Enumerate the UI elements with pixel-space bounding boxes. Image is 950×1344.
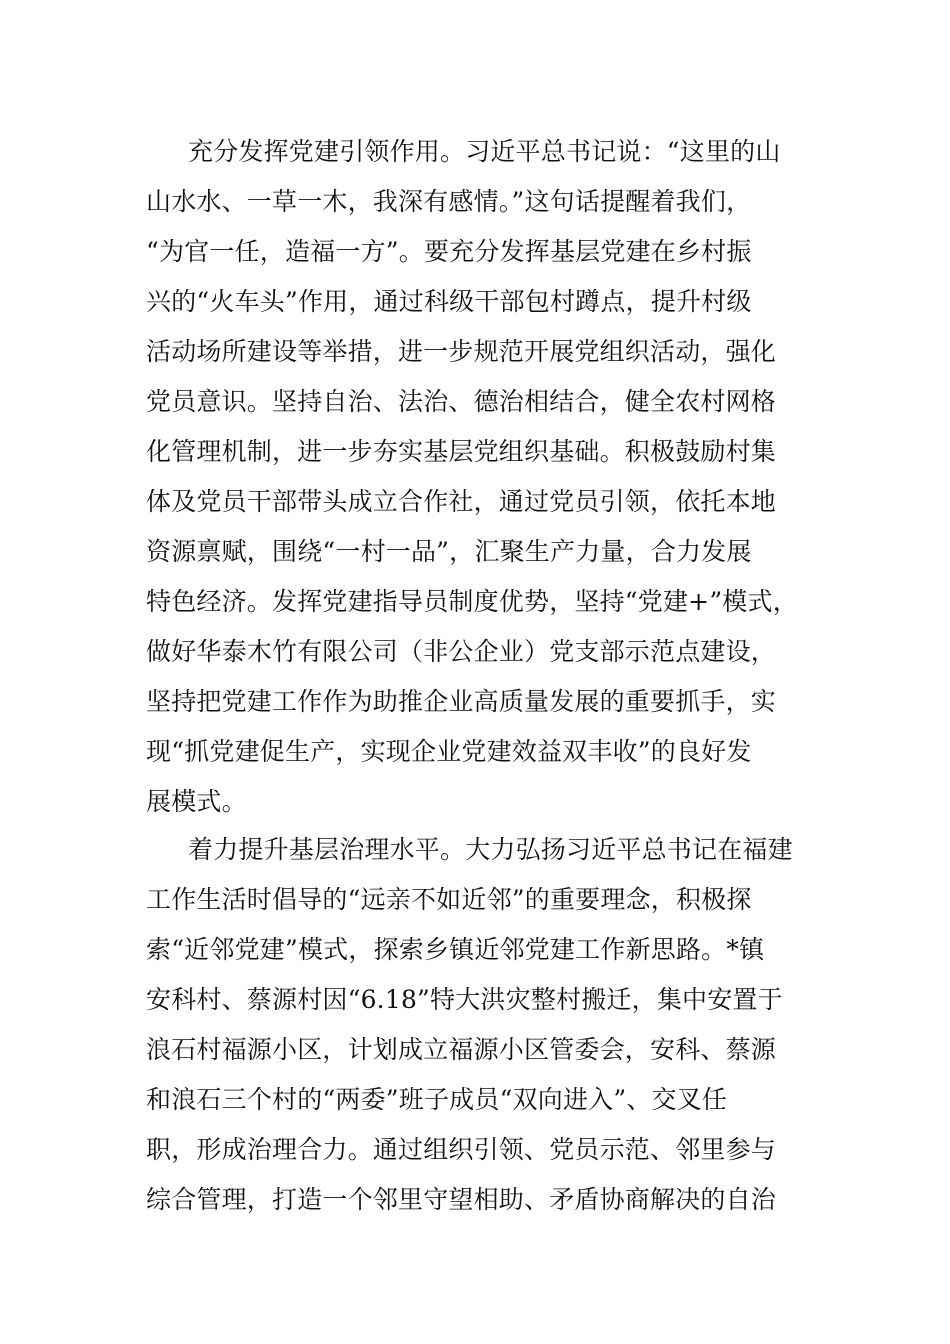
text-line: 综合管理，打造一个邻里守望相助、矛盾协商解决的自治 (146, 1185, 777, 1214)
text-line: 资源禀赋，围绕“一村一品”，汇聚生产力量，合力发展 (146, 537, 752, 566)
text-line: 充分发挥党建引领作用。习近平总书记说：“这里的山 (188, 137, 781, 166)
text-line: 活动场所建设等举措，进一步规范开展党组织活动，强化 (146, 337, 777, 366)
text-line: 做好华泰木竹有限公司（非公企业）党支部示范点建设， (146, 637, 777, 666)
text-line: 安科村、蔡源村因“6.18”特大洪灾整村搬迁，集中安置于 (146, 985, 783, 1014)
text-line: 现“抓党建促生产，实现企业党建效益双丰收”的良好发 (146, 737, 752, 766)
text-line: 化管理机制，进一步夯实基层党组织基础。积极鼓励村集 (146, 437, 777, 466)
text-line: 山水水、一草一木，我深有感情。”这句话提醒着我们， (146, 187, 752, 216)
text-line: 工作生活时倡导的“远亲不如近邻”的重要理念，积极探 (146, 885, 752, 914)
text-line: “为官一任，造福一方”。要充分发挥基层党建在乡村振 (146, 237, 752, 266)
text-line: 展模式。 (146, 787, 247, 816)
text-line: 坚持把党建工作作为助推企业高质量发展的重要抓手，实 (146, 687, 777, 716)
text-line: 职，形成治理合力。通过组织引领、党员示范、邻里参与 (146, 1135, 777, 1164)
text-line: 和浪石三个村的“两委”班子成员“双向进入”、交叉任 (146, 1085, 728, 1114)
text-line: 特色经济。发挥党建指导员制度优势，坚持“党建+”模式， (146, 587, 798, 616)
text-line: 索“近邻党建”模式，探索乡镇近邻党建工作新思路。*镇 (146, 935, 765, 964)
text-line: 党员意识。坚持自治、法治、德治相结合，健全农村网格 (146, 387, 777, 416)
text-line: 体及党员干部带头成立合作社，通过党员引领，依托本地 (146, 487, 777, 516)
text-line: 浪石村福源小区，计划成立福源小区管委会，安科、蔡源 (146, 1035, 777, 1064)
text-line: 兴的“火车头”作用，通过科级干部包村蹲点，提升村级 (146, 287, 752, 316)
text-line: 着力提升基层治理水平。大力弘扬习近平总书记在福建 (188, 835, 793, 864)
